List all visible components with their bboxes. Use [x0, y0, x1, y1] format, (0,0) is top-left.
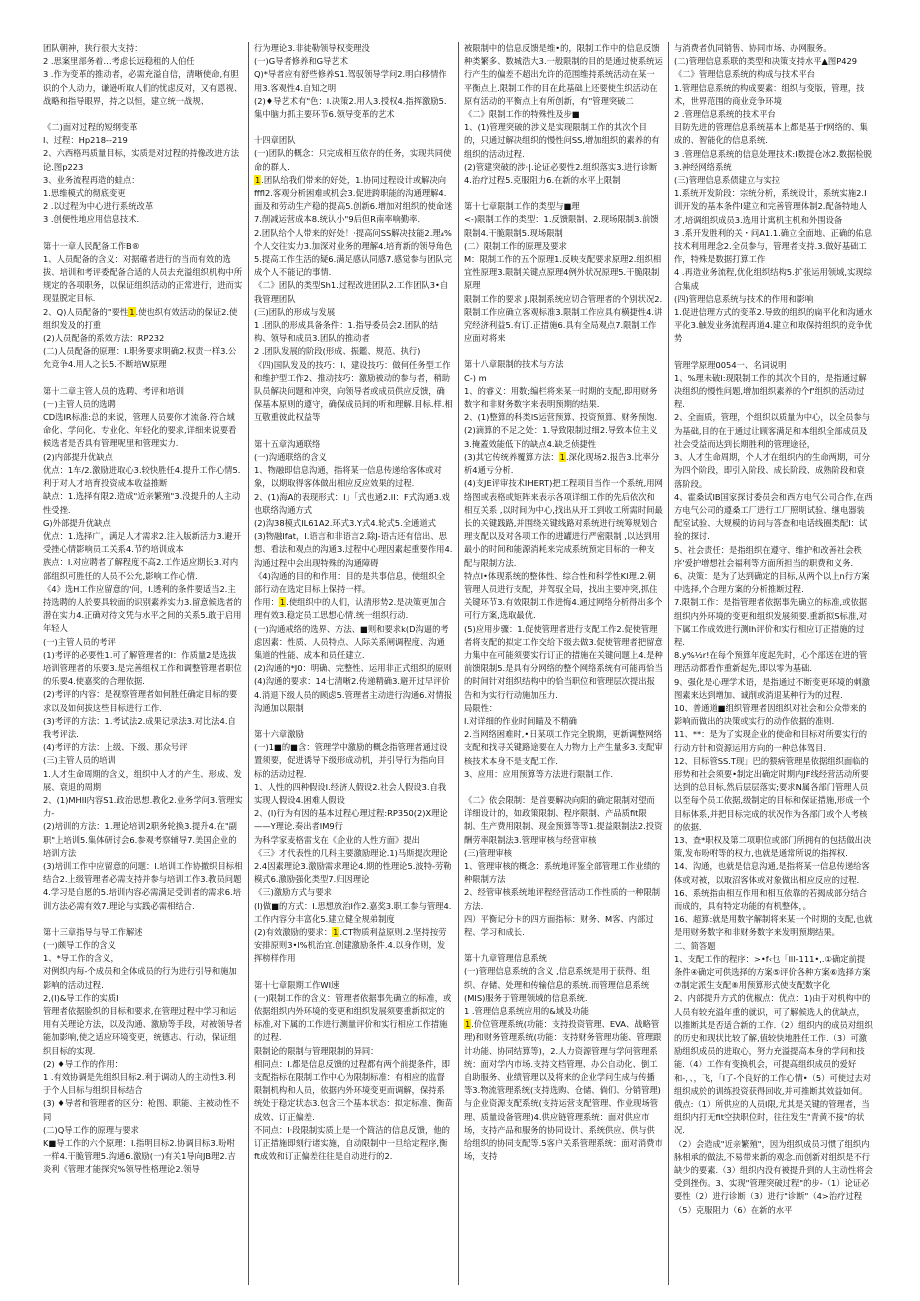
text-line: K■导工作的六个原理：I.指明目标2.协调目标3.吩咐一样4.干脆管理5.沟通6.激励(一)有关1导向JB理2.吉炎利《管理才能探究%领导性格理论2.领导: [43, 1138, 236, 1175]
text-line: 《三)激励方式与要求: [254, 887, 332, 898]
text-line: 1、%理未破I:现限制工作的其次个目的，是指通过解决组织的慢性问题,增加组织素养的个f'组织的活动过程.: [674, 372, 867, 410]
text-line: 被限制中的信息反馈是维•的，限制工作中的信息反馈种类繁多、数城浩大3.一般限制的目的是通过使系统运行产生的偏差不超出允许的范围维持系统活动在某一平衡点上.限制工作的目在此基础上还要使生织活动在原有活动的平衡点上有所创新，有"管理突破二: [464, 43, 663, 106]
text-line: 1 .团队的形成具备条件：1.指导委员会2.团队的结构、领导和成员3.团队的推动者: [254, 320, 439, 344]
text-line: 《二)面对过程的短纲变革: [43, 122, 138, 133]
text-line: 1.思维模式的彻底变更: [43, 188, 126, 199]
text-line: (1)考评的必要性1.可了解管理者的I：作质量2是选拔培训管理者的乐要3.是完善组权工作和调整管理者职位的乐要4.使嘉奖的合理依据.: [43, 649, 242, 687]
text-column-3: [458, 42, 668, 1285]
search-highlight: 1: [255, 174, 261, 185]
text-line: 互敬重彼此权益等: [254, 412, 321, 423]
text-line: 1.价位管理系统(功能：支持投资管理、EVA、战略管理)和财务管理系统(功能：支持财务管理功能、管理跟计功能、协同结算等)，2.人力资源管理与学问管理系统：面对学内市场.支持文档管理、办公自动化、倒工自助服务、业绩管理以及将来的企业学问生成与传播等3.物流管理系统(支持选购、仓储、倘们、分销管理)与企业资源支配系统(支持运营支配管理、作业现场管理、质量设备管理)4.供应链管理系统：面对供应市场，支持产品和服务的协同设计、系统供应、供与供给组织的协同支配等.5客户关系管理系统：面对消费市场，支持: [464, 1019, 663, 1162]
paragraph-gap: [674, 346, 873, 359]
text-line: 限制工作的要求 J.限制系统应切合管理者的个别状况2.限制工作应确立客观标准3.限制工作应具有横捷性4.讲究经济利益5.有订.正措施6.具有全局观点7.限制工作应面对将来: [464, 293, 663, 344]
text-line: 2、(1)整算的科类lS运营预算、投资预算、财务预饱.: [464, 412, 658, 423]
text-line: 8.y%½r!在每个预算年度起先时，心个部送在进的管理活动都看作重新起先,即以零为基础.: [674, 650, 868, 674]
text-line: 3、业务流程再造的蛙点：: [43, 174, 140, 185]
text-line: (4)考评的方法：上级、下级、那众号评: [43, 742, 188, 753]
text-line: (3)其它传统养覆算方法：1.深化现场2.报告3.比率分析4通亏分析.: [464, 451, 660, 476]
text-line: 《二》管理信息系统的构成与技术平台: [674, 69, 816, 80]
text-line: CD选IR标准:总的来说，管理人员要你才流备.符合域命化、学问化、专业化、年轻化的要求,详细来说要看候选者是否具有管理呢里和管理实力.: [43, 412, 237, 449]
text-line: 第十八章限制的技术与方法: [464, 359, 564, 370]
text-line: (3)物融Ifat，I.语言和非语言2.除J-语古还有信出、思想、看法和观点的沟通3.过程中心理因素起重要作用4.沟通过程中会出现特殊的沟通障碍: [254, 531, 453, 568]
text-line: 为科学家麦格雷戈在《企业的人性方面》提出: [254, 834, 420, 845]
text-line: 《二》限制工作的特殊性及步■: [464, 109, 580, 120]
text-line: (2)内部提升优缺点: [43, 451, 113, 462]
text-line: 9、强化是心理学术语，是指通过不断变更环境的刺激图素来达到增加、诚削或消退某种行为的过程.: [674, 676, 871, 700]
text-line: 2 .团队发展的阶段(形成、振鑑、规范、执行): [254, 346, 421, 357]
search-highlight: 1: [279, 597, 286, 608]
text-line: 1、人员配备的含义：对据確者进行的当而有效的选拔、培训和考评委配备合适的人员去充溢组织机构中所规定的各项职务，以保证组织活动的正常进行，进而实现显脱定目标.: [43, 253, 243, 304]
text-line: (一)颇导工作的含义: [43, 940, 116, 950]
text-line: 2,(I)&导工作的实质I: [43, 992, 119, 1003]
text-line: 优点：1.选择广，满足人才需求2.注入版新活力3.避开受挫心情影响员工关系4.节约培训成本: [43, 530, 241, 555]
text-line: 缺点：1.选择有限2.造成"近亲繁殖"3.没提升的人主动性受挫.: [43, 491, 241, 515]
text-line: 《4》选H工作应留意的'问，I.透利的条件要适当2.主持选聘的人於要具较面的识别素养实力3.留意候选者的潜在实力4.正确对待文凭与水平之间的关系5.敢于启用年轻人: [43, 583, 242, 634]
text-line: 第十二章主管人员的选聘、考评和培训: [43, 385, 185, 396]
paragraph-gap: [464, 345, 663, 358]
text-line: 2、Q)人员配备的"要性1.使也织有效活动的保证2.使组织发及的打重: [43, 306, 238, 330]
text-line: 12、目标管SS.T现」巴的猥病管理星依据组织面临的形势和社会须要•制定出确定时期内JF线经营活动所要达到的总目标,然后层层落实;要求N属各部门管理人员以至每个员工依据,级制定的目标和保证措施,形成一个目标体系,并把目标完成的状况作为各部门或个人考核的依据.: [674, 755, 871, 832]
text-line: 1、支配工作的程序：>•f‹乜「lll-111•,.①确定前提条件④确定可供选择的方案⑤评价各种方案⑥选择方案⑦制定派生支配⑧用预算形式使支配数字化: [674, 953, 871, 991]
paragraph-gap: [464, 781, 663, 794]
text-line: 1、物融即信息沟通，指将某一信息传递给客体或对象，以期取得客体做出相应反应效果的过程.: [254, 465, 442, 489]
paragraph-gap: [254, 425, 453, 438]
text-line: （2）会造成"近亲繁殖"，因为组织成员习惯了组织内脉相承的做法,不易带来新的观念.而创新对组织是不行缺少的要素.（3）组织内没有被提升到的人主动性将会受到挫伤。3、实现"管理突破过程"的步-（1）论证必要性（2）进行诊断（3）进行"诊断"（4>治疗过程（5）克服阻力（6）在新的水平: [674, 1138, 873, 1215]
text-line: 3 .管理信息系统的信息处理技术:I数提仓冰2.数据检脱3.神经网络系统: [674, 148, 872, 172]
text-line: 2 .管理信息系统的技术平台: [674, 109, 776, 120]
text-line: (2)滴算的不足之处：1.导致限制过细2.导致本位主义3.掩蓋效能低下的缺点4.缺乏侦捷性: [464, 425, 658, 449]
search-highlight: 1: [559, 451, 566, 462]
paragraph-gap: [464, 939, 663, 952]
text-line: 第十七章限制工作的类型与■理: [464, 201, 580, 212]
text-line: 特点I•体现系统的整体性、综合性和科学性KI理.2.朝管理人员进行支配，并驾驭全局，找出主要冲突,抓住关键环节3.有效限制工作进悔4.通过网络分析得出多个可行方案,选取最优.: [464, 570, 663, 621]
text-line: 1.系统开发阶段：宗统分析，系统设计，系统实施2.I训开发的基本条件I建立和完善管理体制2.配备特地人才,培调组织成员3.选用计寓机主机和外围设备: [674, 188, 867, 225]
text-line: Q)*导者应有舒些修养S1.驾驭领导学问2.明白移情作用3.客观性4.自知之明: [254, 69, 447, 93]
text-line: 2.团队给个人带来的好处！·提高问SS解决技能2.理₄%个人交往实力3.加深对业务的理解4.培育新的领导角色5.提高工作生活的疑6.满足感认同感7.感觉参与团队完成个人不能记的事情.: [254, 227, 453, 278]
text-line: (二)管理信息系联的类型和决策支持水平▲图P429: [674, 56, 858, 67]
text-line: (2)考评的内容：是视察管理者如何胜任确定目标的要求以及如何拔这些目标进行工作.: [43, 689, 238, 713]
text-line: 1、(1)管理突破的涉义是实现限制工作的其次个目的，只通过解决组织的慢性问SS,增加组织的素养的有组织的活动过程.: [464, 122, 660, 159]
search-highlight: 1: [129, 306, 135, 317]
text-column-2: [248, 42, 458, 1285]
text-line: 对例织内每-个成员和全体成员的行为进行引导和施加影响的活动过程.: [43, 966, 237, 990]
text-line: G)外部提升优缺点: [43, 517, 111, 528]
text-line: 1.团队给我们带来的好处，1.协同过程设计或解决向fffl2.客观分析困难或机会3.促进跨职能的沟通理解4.面及和劳动生产稳的提高5.创新6.增加对组织的使命迷7.削减运营成本8.统认小"9后但R南率响勤率.: [254, 174, 453, 225]
text-line: (一)主管人员的考评: [43, 636, 116, 647]
text-line: (2)有效激励的要求：1.CT物质利益原则.2.坚持按劳安排原则3•l%机治宜.创建激励条件.4.以身作则，发挥榜样作用: [254, 927, 447, 964]
text-line: 第十一章人民配备工作B®: [43, 240, 140, 251]
search-highlight: 1: [465, 1019, 471, 1030]
text-line: 14、沟通，也就是信息沟通,是指将某一信息传递给客体或对被，以取沼客体或对象做出相应反应的过程.: [674, 861, 870, 885]
text-line: (二）限制工作的原理及要求: [464, 240, 567, 251]
text-line: (I)做■的方式：I.思想放治I作2.嘉奖3.职工参与管理4.工作内容分丰富化5.建立健全规弟制度: [254, 900, 452, 924]
text-line: C-) m: [464, 372, 487, 383]
text-line: I.对详细的作业时间瞄及不精确: [464, 715, 577, 726]
text-line: 十四章团队: [254, 135, 296, 146]
text-line: (2)♦导艺术有"色：I.决策2.用人3.授权4.指挥激励5.集中脑力抓主要环节6.领导变革的艺术: [254, 95, 447, 120]
text-line: (－)主管人员的选聘: [43, 398, 116, 409]
text-line: 1、人性的四种假设I.经济人假设2.社会人假设3.自我实现人假设4.困难人假设: [254, 781, 447, 805]
text-line: 1、的睿义：用数;编栏将来某一时期的支配,即用财务数字和非财务数字来表明预期的结果.: [464, 385, 658, 410]
search-highlight: 1: [333, 927, 339, 937]
text-line: (5)应用步骤：1.促使管理者进行支配工作2.促使管理者将支配的拟定工作交给下级去做3.促使管理者把留意力集中在可能须要实行订正的措施在关键问题上4.是种前馈限制5.是具有分网络的整个网络系统有可能再恰当的时间针对组织结构中的恰当职位和管理层次提出报告和为实行行动施加压力.: [464, 623, 663, 700]
paragraph-gap: [43, 913, 243, 926]
text-line: (一)1■的■含：管理学中激励的概念指管理者通过设置须要，促进诱导下级形成动机，并引导行为指向目标的活动过程.: [254, 742, 448, 779]
text-line: (2)沟通的*J0：明确、完整性、运用非正式组织的原则: [254, 663, 452, 674]
text-line: (二)人员配备的原理：I.职务要求明确2.权责一样3.公允竞争4.用人之长5.不断培W原理: [43, 346, 237, 370]
text-line: 管理者依据脸织的目标和要求,在管理过程中学习和运用有关理论方法，以及沟通、激励等手段，对被领导者能加影响,使之适应环境变更，统德志、行动，保证组织目标的实现.: [43, 1006, 243, 1056]
text-line: 第十六章激励: [254, 728, 304, 739]
text-line: 相同点：I.都是信息反馈的过程都有两个前提条件，即支配指标在限制工作中心为限制标准：有相应的监督限制机构和人员，依据内外环境变更而调解，保持系统处于稳定状态3.包含三个基本状态：拟定标准、衡苗成效、订正偏差.: [254, 1058, 453, 1122]
text-line: 2 .思案里部务着…考虑长远稳租的人伯任: [43, 56, 195, 67]
text-line: 目防先进的管理信息系统基本上都是基于f网络的、集成的、智能化的信息系统.: [674, 122, 868, 146]
text-line: (4)沟通的要求：14七清晰2.传递精确3.避开过早评价4.消退下级人员的顾虑5.管理者主动进行沟通6.对情报沟通加以限制: [254, 676, 452, 713]
text-line: 1 .有效协调是先组织目标2.利于调动人的主动性3.利于个人目标与组织目标结合: [43, 1072, 236, 1096]
text-line: 3 .创便性地应用信息技术.: [43, 214, 140, 225]
text-line: 作用：1.使组织中的人们，认清形势2.是决策更加合理有效3.稳定员工思想心情.统一组织行动.: [254, 597, 447, 621]
text-line: 1 .管理信息系统应用的&域及功能: [464, 1006, 589, 1017]
text-line: (2) ♦导工作的作用：: [43, 1058, 123, 1069]
text-line: 2.当网络困难时,•日某项工作完全脱期，更新调整网络支配和找寻关键路途要在人力物力上产生量多3.支配审核技术本身不是支配工作.: [464, 729, 663, 766]
text-line: 1.人才生命周期的含义，组织中人才的产生、形成、发展、衰退的周期: [43, 768, 242, 792]
text-line: 管理学原理0054一、名词说明: [674, 359, 787, 370]
text-line: 6、决策：是为了达到确定的目标,从两个以上n行方案中选择,个合理方案的分析推断过程.: [674, 570, 870, 595]
paragraph-gap: [254, 121, 453, 134]
text-line: 3 .系开发胜利的关・问A1.1.确立全面地、正确的佑息技术利用理念2.全员参与，管理者支持.3.做好基础工作，特殊是数据打算工作: [674, 227, 873, 265]
paragraph-gap: [43, 372, 243, 385]
text-line: (三)管理审核: [464, 847, 512, 858]
text-line: (三)管理信息系债建立与实拉: [674, 175, 781, 186]
text-line: M：限制工作的五个原理1.反映支配要求原理2.组织相宜性原理3.限制关键点原理4例外状况原理5.干脆限制原理: [464, 254, 662, 291]
text-line: (二)Q导工作的原理与要求: [43, 1124, 139, 1135]
text-line: 3、应用：应用预算等方法进行限制工作.: [464, 768, 613, 779]
text-line: 1、管理审核的概念：系统地评鉴全部管理工作业绩的种限制方法: [464, 860, 661, 885]
text-line: 13、查*职权及第二项职位或部门所拥有的包括做出决策,发布吩咐等的权力,也就是通常所说的指挥权.: [674, 834, 872, 859]
text-line: 《二》依会限制：是首要解决向阳的确定限制对望而详细设计的，如政策限制、程序限制、产品质fit限制、生产费用限制、现金预算等等1.提益限制法2.投资酬劳率限制法3.管理审核与经营审核: [464, 794, 663, 845]
text-line: 行为理论3.非徒勒领导权变理没: [254, 43, 370, 53]
text-line: 第十五章沟通联络: [254, 438, 321, 449]
text-line: 第十三章指导与导工作解述: [43, 926, 143, 937]
text-line: 团队朝神，狭行很大支持：: [43, 43, 143, 53]
text-line: 四）平衡记分卡的四方面指标：财务、M客、内部过程、学习和成长.: [464, 913, 654, 937]
text-line: 2、六西格玛质量目标，实质是对过程的持像改进方法论.图p223: [43, 148, 240, 172]
text-line: (2)培训的方法：1.理论培训2职务轮换3.提升4.在"副职"上培训5.集体研讨会6.参观考察辅导7.美国企业的培训方法: [43, 821, 237, 858]
text-column-4: [668, 42, 878, 1285]
text-line: 4 .再造业务流程,优化组织结构5.扩张运用领域,实现综合集成: [674, 267, 872, 291]
text-line: 2、(1)海A的表现形式：I」「式也通2.II：F式沟通3.戏也联络沟通方式: [254, 491, 450, 515]
text-line: 5、社会责任：是指组织在遵守、维护和改善社会秩序'爱护增想社会福利等方面所担当的职费和义务.: [674, 544, 862, 568]
text-line: (一)管理信息系统的含义 ,信息系统是用于获得、组织、存储、处理和传输信息的系统.而管理信息系统(MIS)服务于管理领域的信息系统.: [464, 966, 650, 1003]
text-line: 《三》才代表性的几科主要激励理论.1)马斯提次理论2.4因素理论3.激励需求理论4.期的性理论5.波特-劳勒模式6.激励强化类型7.归因理论: [254, 847, 452, 885]
text-line: 1.管理信息系统的构成要素：组织与变版，管理，技术，世界范围的商业竞争环境: [674, 82, 865, 106]
text-line: (2)沟38模式IL61A2.环式3.Y式4.轮式5.全通道式: [254, 517, 436, 528]
text-line: (2)管建突破的涉·|.论证必要性2.组织落实3.进行诊断4.治疗过程5.克服阻力6.在新的水平上限制: [464, 161, 658, 186]
text-line: (一)沟通戒络的选界、方法、■则和要求k(D沟逼的考虑因素：性质、人员特点、人际关系闸调程度、沟通集道的性能、成本和员任建立.: [254, 623, 449, 660]
text-line: 1、*导工作的含义，: [43, 953, 119, 964]
paragraph-gap: [254, 966, 453, 979]
text-line: 2、全面质，管理，个组织以质量为中心，以全员参与为基础,目的在于通过让顾客满足和本组织全部成员及社会受益而达到长期胜利的管理途径，: [674, 412, 871, 449]
text-line: (四)管理信息系统与技术的作用和影响: [674, 293, 814, 304]
text-line: (2)人员配备的系效方法：RP232: [43, 333, 165, 344]
text-line: 第十九章管理信息系统: [464, 953, 547, 964]
text-line: 第十七章限期工作WI速: [254, 979, 340, 990]
text-line: 2、经管审核系统地评程经营活动工作性质的一种限制方法.: [464, 887, 661, 911]
paragraph-gap: [43, 108, 243, 121]
text-line: 不同点：I·段限制实质上是一个简洁的信息反馈，他的订正措施即刻行诸实施，自动限制中一旦给定程序,衡ft成效和订正偏差往往是自动进行的2.: [254, 1124, 450, 1162]
text-line: 16、超算:就是用数字解制将来某一个时期的支配,也就是用财务数字和非财务数字来发明预期结果。: [674, 914, 873, 938]
text-line: <-)限制工作的类型：1.反馈限制、2.现场限制3.前馈限制4.干脆限制5.现场限制: [464, 214, 659, 238]
text-line: 4、霍桑试IB国家探讨委员会和西方电气公司合作,在西方电气公司的遵桑工厂进行工厂照明试验、继电器装配室试验、大规模的访问与答查和电话线圈类配I：试验的探讨.: [674, 491, 873, 542]
text-line: (3)培训工作中应留意的问题：I.培训工作协撤织目标相结合2.上级管理者必需支持并参与培训工作3.教员问题4.学习是自愿的5.培训内容必需满足受训者的需求6.培训方法必需有效7.理论与实践必需相结合.: [43, 860, 243, 911]
text-line: 优点：1车/2.激励进取心3.较快胜任4.提升工作心情5.利于对人才培育投资成本收益推断: [43, 464, 241, 489]
text-line: 7.限制工作：是指管理者依据事先确立的标准,或依据组织内外环境的变更和组织发展须要.重新拟S标准,对下属工作成效进行测Ih评价和实行相应订正措施的过程.: [674, 597, 868, 647]
text-line: 族点：I.对应聘者了解程度不高2.工作适应期长3.对内部组织可胜任的人员不公允,影响工作心情.: [43, 557, 239, 581]
text-line: 3、人才生命周期，个人才在组织内的生命两期，可分为四个阶段，即引入阶段、成长阶段、成熟阶段和衰落阶段。: [674, 452, 871, 489]
text-line: (一)沟通联络的含义: [254, 451, 327, 462]
text-line: 2、(1)MHII内容S1.政治思想.教化2.业务学问3.管理实力-: [43, 794, 243, 819]
text-line: 2 .以过程为中心进行系统改革: [43, 201, 154, 212]
text-line: (一)G导者修养和G导艺术: [254, 56, 349, 67]
text-line: 限制论的限制与管理限制的异同：: [254, 1045, 379, 1056]
text-line: (3)考评的方法：1.考试法2.成果记录法3.对比法4.自我考评法.: [43, 715, 236, 739]
text-line: 16、系统指由相互作用和相互依靠的若揭成部分结合而成的，具有特定功能的有机整体，。: [674, 887, 868, 911]
text-line: I、过程：Hp218--219: [43, 135, 128, 146]
paragraph-gap: [254, 715, 453, 728]
text-line: 3 .作为变革的推动者，必需充溢自信，清晰使命,有胆识的个人动力，谦逊听取人们的忧虑反对，又有恩视、战略和指导眼界，持之以恒，建立统一战规、: [43, 69, 243, 106]
paragraph-gap: [43, 227, 243, 240]
text-line: (一)团队的概念：只完成相互依存的任务，实现共同使命的群人.: [254, 148, 452, 172]
text-line: (三)团队的形成与发展: [254, 306, 336, 317]
text-line: (3) ♦导者和管理者的区分：枪图、职能、主被动性不同: [43, 1098, 240, 1122]
paragraph-gap: [464, 187, 663, 200]
text-line: 《二》团队的类型Sh1.过程改进团队2.工作团队3•自我管理团队: [254, 280, 449, 304]
text-line: 局限性：: [464, 702, 498, 713]
text-line: 二、简答题: [674, 940, 716, 951]
text-line: 《4)沟通的目的和作用：目的是共事信息，使组织全部行动在选定目标上保持一样。: [254, 570, 446, 594]
text-line: 与消费者仇同销售、协同市场、办网服务。: [674, 43, 832, 53]
text-line: 10、普通道■组织管理者因组织对社会和公众带来的影响而做出的决策或实行的动作依据的准则.: [674, 702, 867, 727]
text-line: 11、**：是为了实现企业的使命和目标对所要实行的行动方针和资源运用方向的一种总体驾目.: [674, 729, 868, 753]
text-line: (三)主管人员的培训: [43, 755, 116, 766]
text-line: (一)限制工作的含义：管理者依据事先确立的标准，或依据组织内外环境的变更和组织发展须要重新拟定的标准,对下属的工作进行测量评价和实行相应工作措施的过程.: [254, 992, 452, 1043]
text-line: 1.促进信理方式的变革2.导致的组织的扁平化和沟通水平化3.触发业务流程再道4.建立和取保持组织的竞争优势: [674, 307, 873, 344]
text-line: 《四)国队发及的技巧：I、建设技巧：做何任务型工作和维护型工作2、推动技巧：激励被动的参与者，稍助队员解决问题和冲突，向领导者或成员供应反馈，确保基本原则的遵守，确保成员间的听和理解.目标.样.相: [254, 359, 453, 410]
text-column-1: [38, 42, 248, 1285]
text-line: (4)支JE评审技术IHERT)把工程项目当作一个系统,用网络图或表格或矩阵来表示各项详细工作的先后依次和相互关系 ,以时间为中心,找出从开工到收工所需时间最长的关键践路,并围绕关键线路对系统进行统筹规划合理支配以及对各项工作的进罐进行严密限制 ,以达到用最小的时间和能源消耗来完成系统预定目标的一种支配与限制方法.: [464, 478, 663, 568]
text-line: 2、(I)行为有因的基本过程心理过程:RP350(2)X理论——Y理论.奏出者IM9行: [254, 808, 448, 832]
text-line: 2、内部提升方式的优椒点：优点：1)由于对机构中的人员有较充溢年重的就识，可了解候选人的优缺点，以推断其是否适合新的工作.（2）组织内的成员对组织的历史和现状比较了解,值较快地胜任工作.（3）可激励组织成员的进取心，努力充溢提高本身的学问和技能.（4）工作有变换机会，可提高组织成员的爱好和-，、，飞，「I了-个良好的工作心情•（5）可使过去对组织成於的训练投资获得回收,并可推断其效益如何。俄点:（1）所供应的人员I限,尤其是关键的管理者，当组织内打无fit空抉职位时，往往发生"青黄不接"的状况.: [674, 993, 873, 1136]
